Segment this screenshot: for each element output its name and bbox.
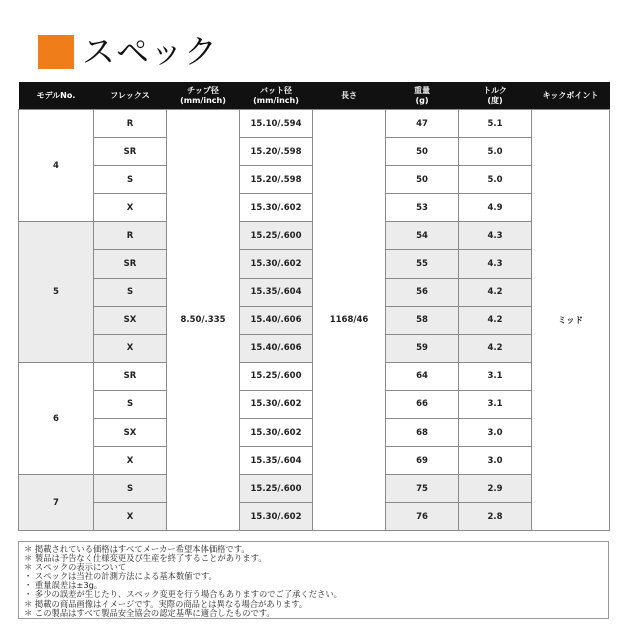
flex-cell: R [94,222,167,250]
torque-cell: 2.8 [459,503,532,531]
torque-cell: 5.0 [459,138,532,166]
flex-cell: S [94,166,167,194]
flex-cell: X [94,503,167,531]
weight-cell: 55 [386,250,459,278]
butt-cell: 15.25/.600 [240,222,313,250]
table-header-row [19,82,610,110]
header-weight-line2: (g) [415,95,429,105]
weight-cell: 50 [386,138,459,166]
torque-cell: 2.9 [459,475,532,503]
butt-cell: 15.30/.602 [240,194,313,222]
weight-cell: 50 [386,166,459,194]
flex-cell: R [94,110,167,138]
note-line: ＊ この製品はすべて製品安全協会の認定基準に適合したものです。 [24,607,275,618]
torque-cell: 5.1 [459,110,532,138]
length-cell: 1168/46 [313,110,386,531]
weight-cell: 56 [386,278,459,306]
torque-cell: 4.3 [459,250,532,278]
weight-cell: 64 [386,362,459,390]
model-cell: 4 [19,110,94,222]
flex-cell: X [94,447,167,475]
butt-cell: 15.40/.606 [240,334,313,362]
torque-cell: 3.0 [459,419,532,447]
butt-cell: 15.25/.600 [240,362,313,390]
flex-cell: SX [94,306,167,334]
weight-cell: 59 [386,334,459,362]
torque-cell: 4.3 [459,222,532,250]
torque-cell: 3.0 [459,447,532,475]
model-cell: 7 [19,475,94,531]
butt-cell: 15.20/.598 [240,166,313,194]
notes-box [18,541,609,619]
weight-cell: 68 [386,419,459,447]
note-line: ＊ スペックの表示について [24,562,127,573]
kickpoint-cell: ミッド [532,110,610,531]
title-text: スペック [82,32,218,71]
note-line: ・ スペックは当社の計測方法による基本数値です。 [24,571,217,582]
butt-cell: 15.20/.598 [240,138,313,166]
torque-cell: 3.1 [459,362,532,390]
page-title [38,34,218,70]
spec-table [18,82,610,531]
header-weight-line1: 重量 [414,85,430,95]
butt-cell: 15.25/.600 [240,475,313,503]
flex-cell: S [94,390,167,418]
flex-cell: S [94,475,167,503]
torque-cell: 3.1 [459,390,532,418]
butt-cell: 15.30/.602 [240,419,313,447]
flex-cell: SR [94,362,167,390]
butt-cell: 15.35/.604 [240,447,313,475]
torque-cell: 4.2 [459,334,532,362]
header-butt [240,82,313,110]
table-row [19,110,610,138]
note-line: ＊ 掲載されている価格はすべてメーカー希望本体価格です。 [24,544,250,554]
header-flex: フレックス [94,82,167,110]
weight-cell: 47 [386,110,459,138]
flex-cell: S [94,278,167,306]
flex-cell: X [94,334,167,362]
header-tip [167,82,240,110]
orange-square-icon [38,35,74,69]
butt-cell: 15.35/.604 [240,278,313,306]
torque-cell: 4.2 [459,306,532,334]
header-model: モデルNo. [19,82,94,110]
header-weight [386,82,459,110]
flex-cell: X [94,194,167,222]
header-butt-line2: (mm/inch) [253,95,299,105]
header-tip-line2: (mm/inch) [180,95,226,105]
weight-cell: 53 [386,194,459,222]
header-butt-line1: バット径 [260,85,292,95]
header-torque [459,82,532,110]
header-tip-line1: チップ径 [187,85,219,95]
note-line: ＊ 掲載の商品画像はイメージです。実際の商品とは異なる場合があります。 [24,598,308,609]
torque-cell: 5.0 [459,166,532,194]
note-line: ・ 重量誤差は±3g。 [24,580,103,591]
header-length: 長さ [313,82,386,110]
weight-cell: 75 [386,475,459,503]
butt-cell: 15.40/.606 [240,306,313,334]
header-torque-line2: (度) [487,95,503,105]
flex-cell: SX [94,419,167,447]
butt-cell: 15.30/.602 [240,503,313,531]
weight-cell: 66 [386,390,459,418]
weight-cell: 58 [386,306,459,334]
torque-cell: 4.2 [459,278,532,306]
butt-cell: 15.30/.602 [240,250,313,278]
weight-cell: 76 [386,503,459,531]
header-kickpoint: キックポイント [532,82,610,110]
weight-cell: 69 [386,447,459,475]
weight-cell: 54 [386,222,459,250]
torque-cell: 4.9 [459,194,532,222]
header-torque-line1: トルク [483,85,507,95]
tip-cell: 8.50/.335 [167,110,240,531]
model-cell: 5 [19,222,94,362]
butt-cell: 15.10/.594 [240,110,313,138]
note-line: ・ 多少の誤差が生じたり、スペック変更を行う場合もありますのでご了承ください。 [24,589,342,600]
flex-cell: SR [94,250,167,278]
butt-cell: 15.30/.602 [240,390,313,418]
flex-cell: SR [94,138,167,166]
note-line: ＊ 製品は予告なく仕様変更及び生産を終了することがあります。 [24,553,267,564]
model-cell: 6 [19,362,94,474]
